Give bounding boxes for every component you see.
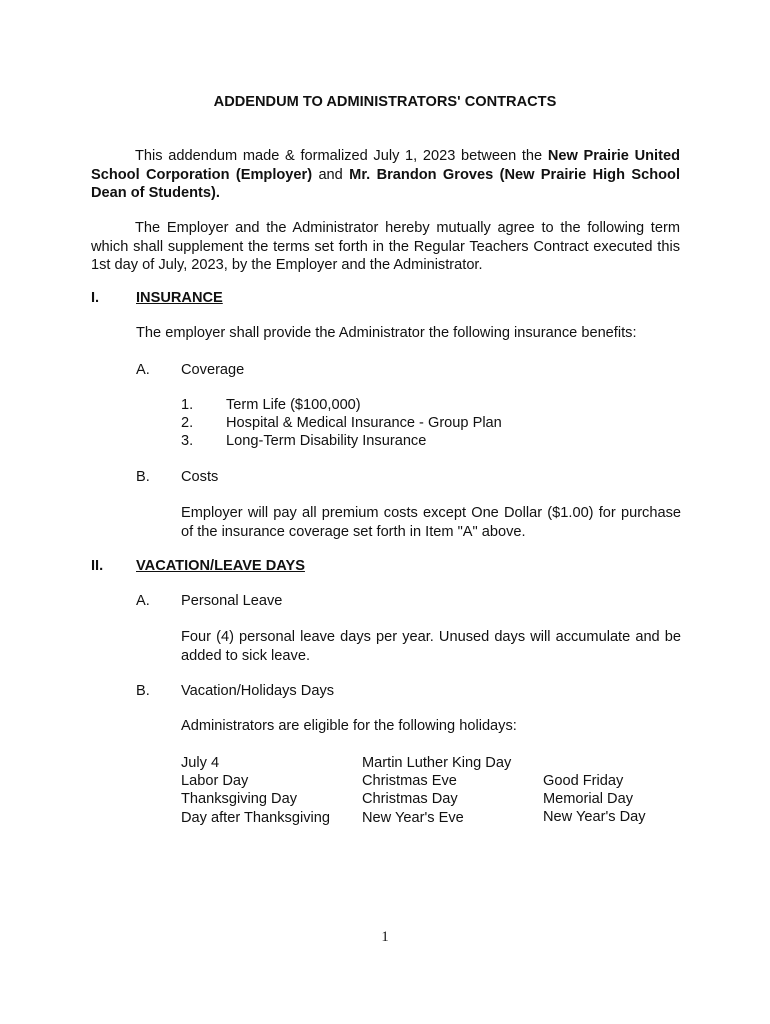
holidays-heading: Vacation/Holidays Days: [181, 683, 335, 699]
holiday-item: Day after Thanksgiving: [181, 809, 330, 826]
agreement-line-3: 1st day of July, 2023, by the Employer and the Administrator.: [91, 257, 483, 274]
intro-connector: and: [318, 166, 343, 183]
holiday-item: Martin Luther King Day: [362, 755, 512, 771]
holiday-item: Memorial Day: [543, 791, 634, 808]
intro-line-1: [91, 147, 680, 166]
costs-paragraph: [181, 504, 681, 541]
costs-heading: Costs: [181, 469, 219, 485]
personal-leave-heading: Personal Leave: [181, 593, 283, 609]
section-2-title: VACATION/LEAVE DAYS: [136, 558, 305, 574]
coverage-item-3: Long-Term Disability Insurance: [226, 433, 427, 449]
holidays-letter: B.: [136, 683, 150, 699]
holiday-item: Thanksgiving Day: [181, 791, 297, 808]
holidays-intro: Administrators are eligible for the following holidays:: [181, 718, 517, 734]
section-2-number: II.: [91, 558, 104, 574]
agreement-line-1: The Employer and the Administrator hereby mutually agree to the following term: [135, 220, 680, 236]
employer-name-rest: School Corporation (Employer): [91, 166, 313, 183]
section-1-title: INSURANCE: [136, 290, 223, 306]
costs-letter: B.: [136, 469, 150, 485]
coverage-item-2: Hospital & Medical Insurance - Group Plan: [226, 415, 502, 431]
personal-leave-line-1: Four (4) personal leave days per year. Unused days will accumulate and be: [181, 629, 681, 645]
administrator-title: Dean of Students).: [91, 185, 220, 202]
holidays-column-1: [181, 754, 330, 827]
holiday-item: Good Friday: [543, 773, 624, 789]
agreement-paragraph: [91, 219, 680, 275]
personal-leave-letter: A.: [136, 593, 150, 609]
personal-leave-line-2: added to sick leave.: [181, 647, 310, 664]
holiday-item: Christmas Day: [362, 791, 458, 808]
costs-line-2: of the insurance coverage set forth in Item "A" above.: [181, 523, 526, 540]
intro-line-3: [91, 184, 680, 203]
intro-text-1: This addendum made & formalized July 1, 2023 between the: [135, 148, 543, 164]
coverage-heading: Coverage: [181, 362, 245, 378]
holiday-item: Labor Day: [181, 773, 249, 790]
administrator-name: Mr. Brandon Groves (New Prairie High School: [349, 166, 680, 183]
intro-line-2: [91, 166, 680, 185]
coverage-letter: A.: [136, 362, 150, 378]
holidays-column-3: [543, 772, 646, 827]
intro-paragraph: [91, 147, 680, 203]
holiday-item: New Year's Eve: [362, 809, 464, 826]
holiday-item: July 4: [181, 755, 220, 771]
coverage-item-1: Term Life ($100,000): [226, 397, 361, 413]
holiday-item: New Year's Day: [543, 809, 646, 826]
agreement-line-2: which shall supplement the terms set forth in the Regular Teachers Contract executed this: [91, 238, 680, 255]
personal-leave-paragraph: [181, 628, 681, 665]
coverage-item-num-3: 3.: [181, 433, 194, 449]
document-title: ADDENDUM TO ADMINISTRATORS' CONTRACTS: [213, 94, 557, 110]
holiday-item: Christmas Eve: [362, 773, 457, 790]
coverage-item-num-1: 1.: [181, 397, 194, 413]
section-1-number: I.: [91, 290, 100, 306]
employer-name-part: New Prairie United: [547, 148, 680, 164]
holidays-column-2: [362, 754, 511, 827]
costs-line-1: Employer will pay all premium costs except One Dollar ($1.00) for purchase: [181, 505, 681, 521]
page-number: 1: [381, 929, 389, 945]
insurance-intro: The employer shall provide the Administrator the following insurance benefits:: [136, 325, 637, 341]
coverage-item-num-2: 2.: [181, 415, 194, 431]
